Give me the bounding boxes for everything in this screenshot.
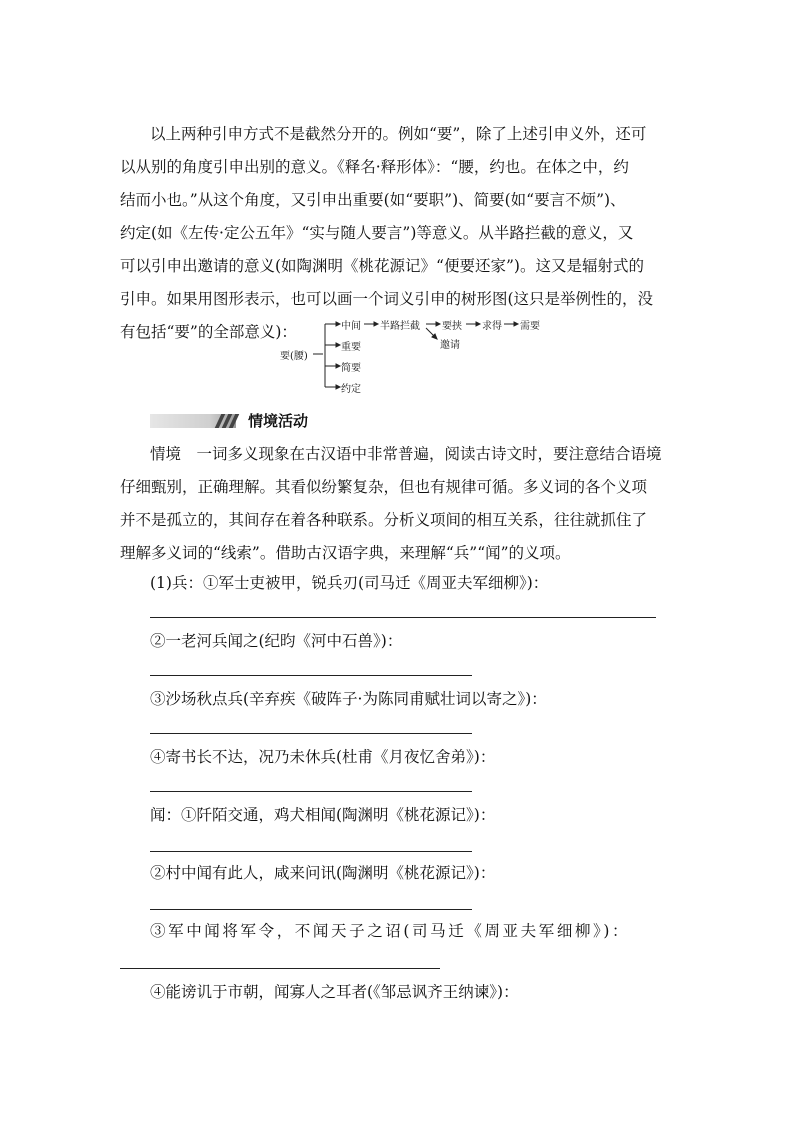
question-bing-1: (1)兵：①军士吏被甲，锐兵刃(司马迁《周亚夫军细柳》)： (150, 574, 549, 592)
intro-line-3: 结而小也。”从这个角度，又引申出重要(如“要职”)、简要(如“要言不烦”)、 (120, 191, 626, 209)
meaning-tree-diagram (280, 312, 580, 397)
tree-node-qiude: 求得 (482, 321, 502, 332)
question-wen-3: ③军中闻将军令，不闻天子之诏(司马迁《周亚夫军细柳》)： (150, 922, 631, 940)
answer-line-bing-1[interactable] (150, 617, 656, 618)
situation-line-3: 并不是孤立的，其间存在着各种联系。分析义项间的相互关系，往往就抓住了 (120, 511, 648, 529)
question-bing-2: ②一老河兵闻之(纪昀《河中石兽》)： (150, 632, 403, 650)
question-wen-1: 闻：①阡陌交通，鸡犬相闻(陶渊明《桃花源记》)： (150, 806, 496, 824)
tree-root: 要(腰) (280, 351, 308, 362)
tree-node-yueding: 约定 (341, 384, 361, 395)
intro-line-4: 约定(如《左传·定公五年》“实与随人要言”)等意义。从半路拦截的意义，又 (120, 224, 634, 242)
tree-node-jianyao: 简要 (341, 363, 361, 374)
intro-line-2: 以从别的角度引申出别的意义。《释名·释形体》：“腰，约也。在体之中，约 (120, 158, 629, 176)
situation-paragraph (120, 438, 675, 570)
tree-node-yaoxie: 要挟 (442, 321, 462, 332)
situation-line-2: 仔细甄别，正确理解。其看似纷繁复杂，但也有规律可循。多义词的各个义项 (120, 478, 648, 496)
answer-line-wen-2[interactable] (150, 909, 472, 910)
question-bing-4: ④寄书长不达，况乃未休兵(杜甫《月夜忆舍弟》)： (150, 748, 496, 766)
answer-line-wen-1[interactable] (150, 851, 472, 852)
intro-line-7: 有包括“要”的全部意义)： (120, 323, 297, 341)
question-bing-3: ③沙场秋点兵(辛弃疾《破阵子·为陈同甫赋壮词以寄之》)： (150, 690, 547, 708)
tree-node-xuyao: 需要 (520, 321, 540, 332)
situation-line-1: 情境 一词多义现象在古汉语中非常普遍，阅读古诗文时，要注意结合语境 (150, 445, 662, 463)
answer-line-bing-2[interactable] (150, 675, 472, 676)
question-wen-4: ④能谤讥于市朝，闻寡人之耳者(《邹忌讽齐王纳谏》)： (150, 983, 519, 1001)
situation-line-4: 理解多义词的“线索”。借助古汉语字典，来理解“兵”“闻”的义项。 (120, 544, 571, 562)
intro-line-5: 可以引申出邀请的意义(如陶渊明《桃花源记》“便要还家”)。这又是辐射式的 (120, 257, 644, 275)
tree-node-zhongyao: 重要 (341, 342, 361, 353)
answer-line-bing-3[interactable] (150, 733, 472, 734)
section-title: 情境活动 (248, 412, 309, 430)
tree-node-yaoqing: 邀请 (440, 340, 460, 351)
tree-node-zhongjian: 中间 (341, 321, 361, 332)
intro-line-6: 引申。如果用图形表示，也可以画一个词义引申的树形图(这只是举例性的，没 (120, 290, 654, 308)
tree-node-banlu: 半路拦截 (380, 321, 420, 332)
question-wen-2: ②村中闻有此人，咸来问讯(陶渊明《桃花源记》)： (150, 864, 496, 882)
answer-line-wen-3[interactable] (120, 968, 440, 969)
answer-line-bing-4[interactable] (150, 791, 472, 792)
intro-line-1: 以上两种引申方式不是截然分开的。例如“要”，除了上述引申义外，还可 (150, 125, 647, 143)
